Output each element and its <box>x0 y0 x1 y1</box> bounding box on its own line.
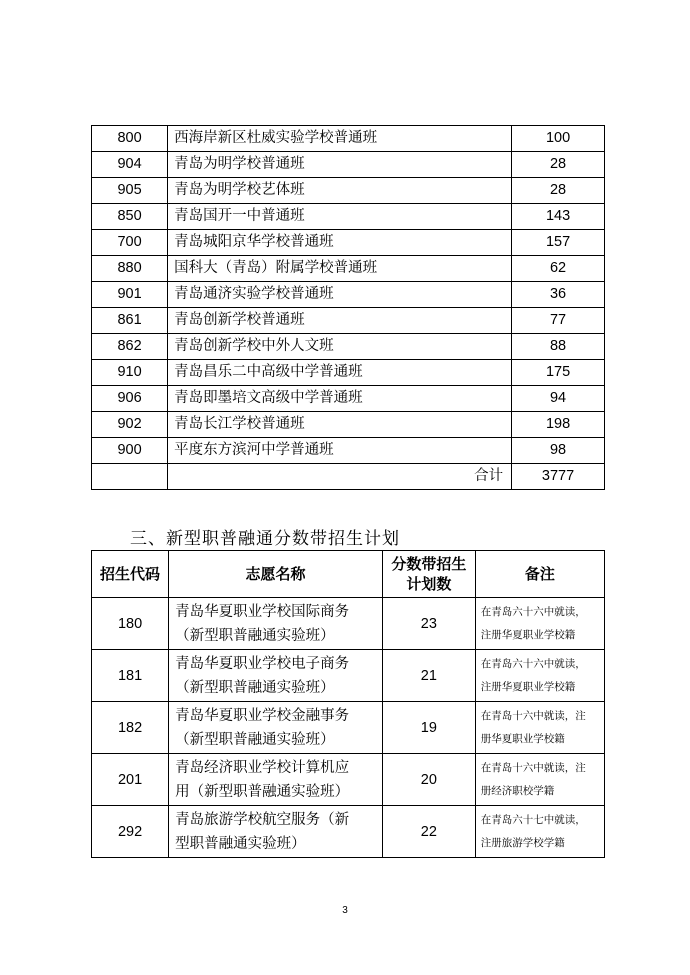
table-row <box>92 256 605 282</box>
row-code: 900 <box>92 438 168 464</box>
row-name: 青岛即墨培文高级中学普通班 <box>168 386 512 412</box>
note-line2: 注册华夏职业学校籍 <box>480 628 576 641</box>
table-row <box>92 308 605 334</box>
row-note <box>475 754 604 806</box>
row-count: 143 <box>512 204 605 230</box>
note-line2: 册华夏职业学校籍 <box>480 732 565 745</box>
row-name: 青岛长江学校普通班 <box>168 412 512 438</box>
row-name: 国科大（青岛）附属学校普通班 <box>168 256 512 282</box>
row-note <box>475 650 604 702</box>
row-note <box>475 598 604 650</box>
name-line1: 青岛经济职业学校计算机应 <box>175 759 350 776</box>
table-row <box>92 754 605 806</box>
note-line1: 在青岛十六中就读，注 <box>480 761 586 774</box>
row-code: 861 <box>92 308 168 334</box>
page-number: 3 <box>342 905 348 916</box>
row-name: 青岛为明学校艺体班 <box>168 178 512 204</box>
row-count: 62 <box>512 256 605 282</box>
header-count-line1: 分数带招生 <box>391 555 467 573</box>
row-note <box>475 702 604 754</box>
row-count: 22 <box>383 806 476 858</box>
table-row <box>92 126 605 152</box>
row-code: 901 <box>92 282 168 308</box>
name-line1: 青岛旅游学校航空服务（新 <box>175 811 350 828</box>
row-code: 292 <box>92 806 169 858</box>
name-line1: 青岛华夏职业学校金融事务 <box>175 707 350 724</box>
table-row <box>92 282 605 308</box>
total-label: 合计 <box>168 464 512 490</box>
row-code: 905 <box>92 178 168 204</box>
note-line1: 在青岛六十六中就读， <box>480 605 586 618</box>
table-row <box>92 386 605 412</box>
table-row <box>92 230 605 256</box>
header-name: 志愿名称 <box>169 551 383 598</box>
table-row <box>92 204 605 230</box>
row-code: 880 <box>92 256 168 282</box>
total-value: 3777 <box>512 464 605 490</box>
row-code: 800 <box>92 126 168 152</box>
row-name: 青岛通济实验学校普通班 <box>168 282 512 308</box>
row-code: 180 <box>92 598 169 650</box>
table-row <box>92 152 605 178</box>
row-count: 21 <box>383 650 476 702</box>
table-row <box>92 806 605 858</box>
row-count: 19 <box>383 702 476 754</box>
note-line2: 注册华夏职业学校籍 <box>480 680 576 693</box>
name-line1: 青岛华夏职业学校电子商务 <box>175 655 350 672</box>
header-count <box>383 551 476 598</box>
name-line1: 青岛华夏职业学校国际商务 <box>175 603 350 620</box>
table-row <box>92 360 605 386</box>
section-heading: 三、新型职普融通分数带招生计划 <box>130 529 400 549</box>
school-quota-table <box>91 125 605 490</box>
name-line2: 型职普融通实验班） <box>175 835 306 852</box>
row-count: 175 <box>512 360 605 386</box>
row-count: 23 <box>383 598 476 650</box>
vocational-plan-table <box>91 550 605 858</box>
table-header-row <box>92 551 605 598</box>
table-row <box>92 598 605 650</box>
row-name: 青岛创新学校中外人文班 <box>168 334 512 360</box>
row-name: 平度东方滨河中学普通班 <box>168 438 512 464</box>
name-line2: 用（新型职普融通实验班） <box>175 783 350 800</box>
row-code: 201 <box>92 754 169 806</box>
row-code: 862 <box>92 334 168 360</box>
total-empty-cell <box>92 464 168 490</box>
row-name: 青岛为明学校普通班 <box>168 152 512 178</box>
row-code: 182 <box>92 702 169 754</box>
note-line2: 册经济职校学籍 <box>480 784 555 797</box>
row-name <box>169 806 383 858</box>
note-line1: 在青岛六十七中就读， <box>480 813 586 826</box>
row-name: 青岛创新学校普通班 <box>168 308 512 334</box>
row-note <box>475 806 604 858</box>
row-count: 198 <box>512 412 605 438</box>
row-count: 77 <box>512 308 605 334</box>
row-name <box>169 754 383 806</box>
row-code: 181 <box>92 650 169 702</box>
row-code: 910 <box>92 360 168 386</box>
row-count: 20 <box>383 754 476 806</box>
row-count: 28 <box>512 178 605 204</box>
row-name: 青岛国开一中普通班 <box>168 204 512 230</box>
row-name: 青岛昌乐二中高级中学普通班 <box>168 360 512 386</box>
row-code: 700 <box>92 230 168 256</box>
row-code: 902 <box>92 412 168 438</box>
row-count: 88 <box>512 334 605 360</box>
note-line2: 注册旅游学校学籍 <box>480 836 565 849</box>
table-row <box>92 650 605 702</box>
header-code: 招生代码 <box>92 551 169 598</box>
row-name <box>169 598 383 650</box>
table-row <box>92 412 605 438</box>
row-count: 157 <box>512 230 605 256</box>
table-row <box>92 438 605 464</box>
name-line2: （新型职普融通实验班） <box>175 679 335 696</box>
row-code: 904 <box>92 152 168 178</box>
note-line1: 在青岛十六中就读，注 <box>480 709 586 722</box>
row-count: 94 <box>512 386 605 412</box>
note-line1: 在青岛六十六中就读， <box>480 657 586 670</box>
name-line2: （新型职普融通实验班） <box>175 731 335 748</box>
header-count-line2: 计划数 <box>406 575 452 593</box>
row-name: 西海岸新区杜威实验学校普通班 <box>168 126 512 152</box>
table-row <box>92 334 605 360</box>
row-name <box>169 650 383 702</box>
row-code: 850 <box>92 204 168 230</box>
row-count: 36 <box>512 282 605 308</box>
row-name <box>169 702 383 754</box>
header-note: 备注 <box>475 551 604 598</box>
total-row <box>92 464 605 490</box>
table-row <box>92 178 605 204</box>
row-code: 906 <box>92 386 168 412</box>
row-count: 100 <box>512 126 605 152</box>
name-line2: （新型职普融通实验班） <box>175 627 335 644</box>
row-count: 28 <box>512 152 605 178</box>
table-row <box>92 702 605 754</box>
row-name: 青岛城阳京华学校普通班 <box>168 230 512 256</box>
row-count: 98 <box>512 438 605 464</box>
